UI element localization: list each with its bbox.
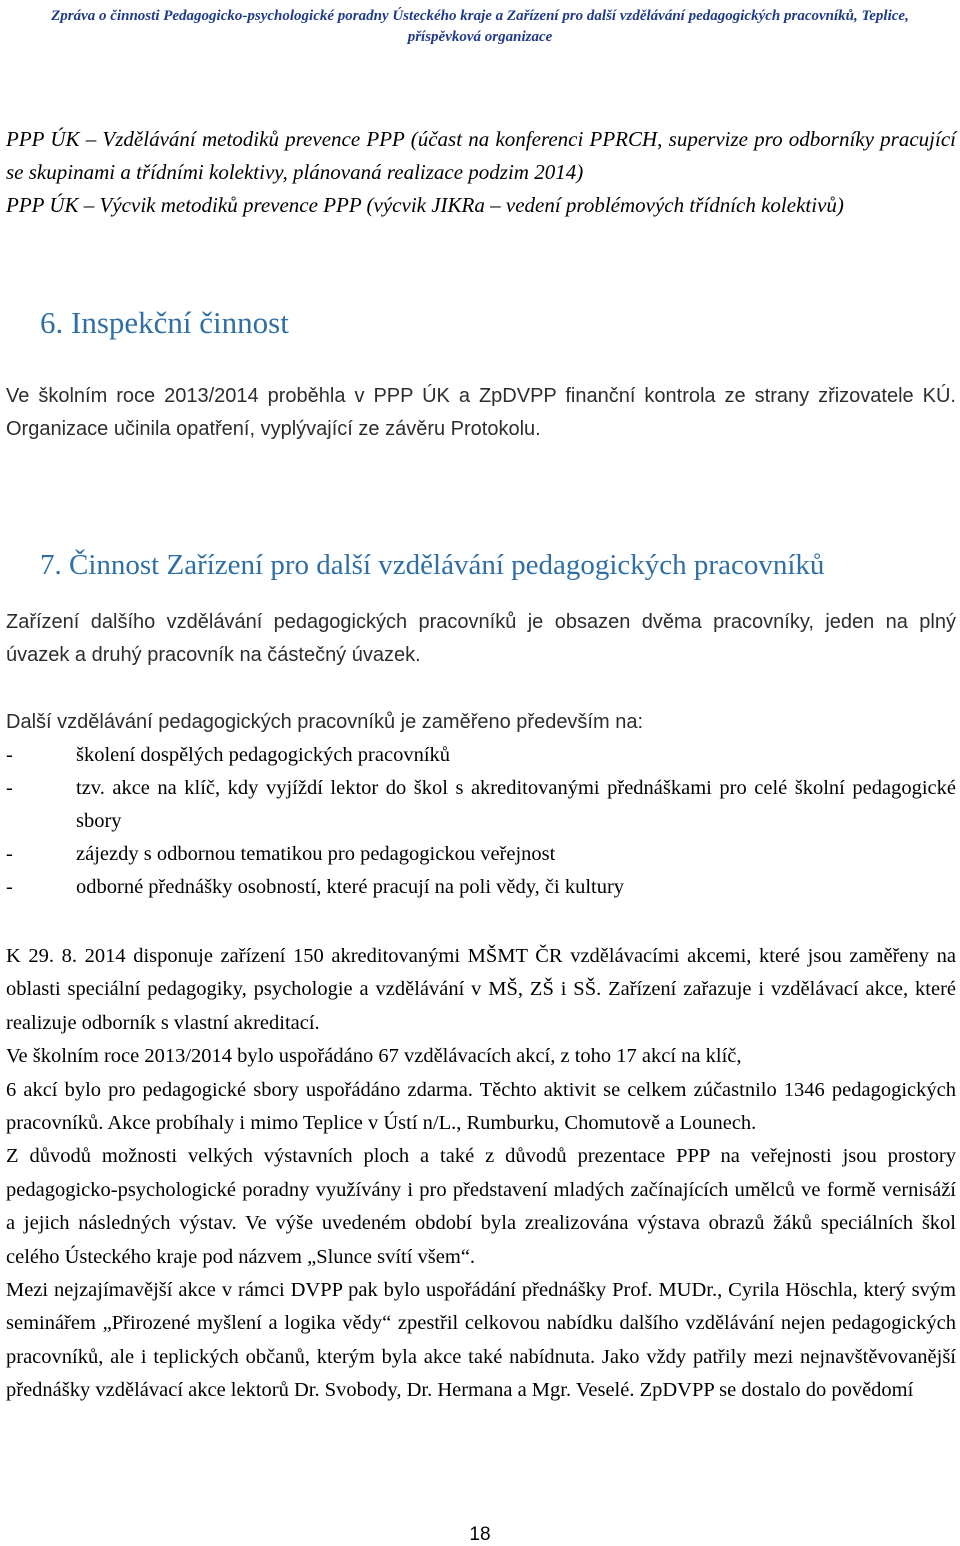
header-line-2: příspěvková organizace [407,29,553,45]
section-7-paragraph-1: Zařízení dalšího vzdělávání pedagogických pracovníků je obsazen dvěma pracovníky, jeden na plný úvazek a druhý pracovník na částečný úvazek. [6,611,956,666]
list-item [6,739,956,772]
list-marker: - [6,843,13,865]
section-6-paragraph: Ve školním roce 2013/2014 proběhla v PPP ÚK a ZpDVPP finanční kontrola ze strany zřizovatele KÚ. Organizace učinila opatření, vyplývající ze závěru Protokolu. [6,385,956,440]
section-7-body [6,940,956,1408]
section-7-intro [6,606,956,739]
body-paragraph: K 29. 8. 2014 disponuje zařízení 150 akreditovanými MŠMT ČR vzdělávacími akcemi, které jsou zaměřeny na oblasti speciální pedagogiky, psychologie a vzdělávání v MŠ, ZŠ i SŠ. Zařízení zařazuje i vzdělávací akce, které realizuje odborník s vlastní akreditací. [6,945,956,1034]
running-header [0,6,960,48]
body-paragraph: Ve školním roce 2013/2014 bylo uspořádáno 67 vzdělávacích akcí, z toho 17 akcí na klíč, [6,1045,742,1068]
list-item [6,838,956,871]
list-item [6,772,956,838]
header-line-1: Zpráva o činnosti Pedagogicko-psychologické poradny Ústeckého kraje a Zařízení pro další vzdělávání pedagogických pracovníků, Teplice, [51,8,909,24]
intro-item: PPP ÚK – Vzdělávání metodiků prevence PPP (účast na konferenci PPRCH, supervize pro odborníky pracující se skupinami a třídními kolektivy, plánovaná realizace podzim 2014) [6,127,956,184]
section-7-heading: 7. Činnost Zařízení pro další vzdělávání pedagogických pracovníků [40,549,825,581]
intro-list [6,123,956,222]
body-paragraph: 6 akcí bylo pro pedagogické sbory uspořádáno zdarma. Těchto aktivit se celkem zúčastnilo 1346 pedagogických pracovníků. Akce probíhaly i mimo Teplice v Ústí n/L., Rumburku, Chomutově a Lounech. [6,1078,956,1135]
section-6-body [6,380,956,446]
list-item-text: odborné přednášky osobností, které pracují na poli vědy, či kultury [76,876,625,898]
list-item-text: tzv. akce na klíč, kdy vyjíždí lektor do škol s akreditovanými přednáškami pro celé školní pedagogické sbory [76,777,956,832]
body-paragraph: Mezi nejzajímavější akce v rámci DVPP pak bylo uspořádání přednášky Prof. MUDr., Cyrila Höschla, který svým seminářem „Přirozené myšlení a logika vědy“ zpestřil celkovou nabídku dalšího vzdělávání nejen pedagogických pracovníků, ale i teplických občanů, kterým byla akce také nabídnuta. Jako vždy patřily mezi nejnavštěvovanější přednášky vzdělávací akce lektorů Dr. Svobody, Dr. Hermana a Mgr. Veselé. ZpDVPP se dostalo do povědomí [6,1279,956,1402]
intro-item: PPP ÚK – Výcvik metodiků prevence PPP (výcvik JIKRa – vedení problémových třídních kolektivů) [6,193,844,217]
list-item [6,871,956,904]
activities-list [6,739,956,904]
list-item-text: zájezdy s odbornou tematikou pro pedagogickou veřejnost [76,843,556,865]
list-marker: - [6,876,13,898]
body-paragraph: Z důvodů možnosti velkých výstavních ploch a také z důvodů prezentace PPP na veřejnosti jsou prostory pedagogicko-psychologické poradny využívány i pro představení mladých začínajících umělců ve formě vernisáží a jejich následných výstav. Ve výše uvedeném období byla zrealizována výstava obrazů žáků speciálních škol celého Ústeckého kraje pod názvem „Slunce svítí všem“. [6,1145,956,1268]
section-6-heading: 6. Inspekční činnost [40,305,289,340]
page-number: 18 [469,1524,491,1545]
section-7-paragraph-2: Další vzdělávání pedagogických pracovníků je zaměřeno především na: [6,711,644,733]
list-item-text: školení dospělých pedagogických pracovníků [76,744,451,766]
list-marker: - [6,777,13,799]
list-marker: - [6,744,13,766]
